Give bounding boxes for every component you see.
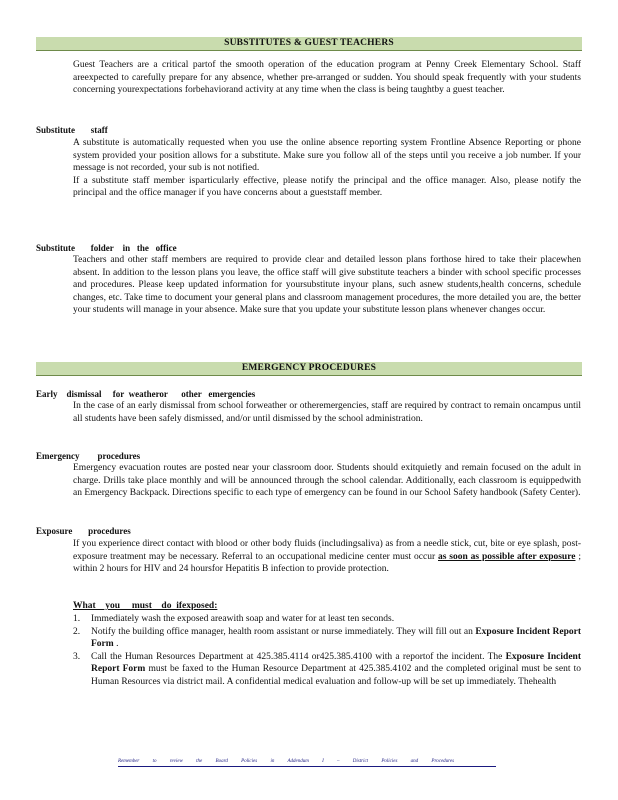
emergency-procedures-heading: Emergency procedures bbox=[36, 451, 141, 461]
step-number: 1. bbox=[73, 614, 81, 624]
step-text-end: . bbox=[113, 639, 119, 650]
substitute-folder-heading: Substitute folder in the office bbox=[36, 243, 177, 253]
substitute-staff-body bbox=[73, 137, 581, 200]
substitute-folder-p1: Teachers and other staff members are required to provide clear and detailed lesson plans forthose hired to take their placewhen absent. In addition to the lesson plans you leave, the office staff will give substitute teachers a binder with school specific processes and procedures. Please keep updated information for yoursubstitute inyour plans, such asnew students,health concerns, schedule changes, etc. Take time to document your general plans and classroom management procedures, the more detailed you are, the better your students will manage in your absence. Make sure that you update your substitute lesson plans whenever changes occur. bbox=[73, 255, 581, 316]
what-to-do-heading: What you must do ifexposed: bbox=[73, 601, 218, 611]
exposure-p1-after: ; within 2 hours for HIV and 24 hoursfor Hepatitis B infection to provide protection. bbox=[73, 551, 581, 575]
exposure-procedures-p1 bbox=[73, 538, 581, 576]
section-header-substitutes: SUBSTITUTES & GUEST TEACHERS bbox=[36, 37, 582, 51]
step-number: 2. bbox=[73, 626, 81, 637]
intro-text: Guest Teachers are a critical partof the smooth operation of the education program at Penny Creek Elementary School. Staff areexpected to carefully prepare for any absence, whether pre-arranged or sudden. You should speak frequently with your students concerning yourexpectations forbehaviorand activity at any time when the class is being taughtby a guest teacher. bbox=[73, 60, 581, 96]
step-form-name: Exposure Incident Report Form bbox=[91, 626, 581, 650]
step-text: Call the Human Resources Department at 425.385.4114 or425.385.4100 with a reportof the incident. The bbox=[91, 651, 506, 662]
exposure-p1-emphasis: as soon as possible after exposure bbox=[438, 551, 576, 562]
step-text-end: must be faxed to the Human Resource Department at 425.385.4102 and the completed original must be sent to Human Resources via district mail. A confidential medical evaluation and follow-up will be set up immediately. Thehealth bbox=[91, 664, 581, 687]
early-dismissal-body bbox=[73, 400, 581, 425]
section-header-emergency: EMERGENCY PROCEDURES bbox=[36, 362, 582, 376]
step-form-name: Exposure Incident Report Form bbox=[91, 651, 581, 675]
exposure-procedures-body bbox=[73, 538, 581, 576]
substitute-staff-p2: If a substitute staff member isparticularly effective, please notify the principal and the office manager. Also, please notify the principal and the office manager if you have concerns about a gueststaff member. bbox=[73, 175, 581, 199]
exposure-steps-list bbox=[73, 613, 581, 689]
exposure-p1-before: If you experience direct contact with blood or other body fluids (includingsaliva) as from a needle stick, cut, bite or eye splash, post-exposure treatment may be necessary. Referral to an occupational medicine center must occur bbox=[73, 539, 581, 562]
step-text: Immediately wash the exposed areawith soap and water for at least ten seconds. bbox=[91, 614, 395, 624]
early-dismissal-heading: Early dismissal for weatheror other emergencies bbox=[36, 389, 256, 399]
footer-reminder-link[interactable]: Remember to review the Board Policies in Addendum I – District Policies and Procedures bbox=[118, 758, 496, 767]
substitute-folder-body bbox=[73, 254, 581, 317]
exposure-procedures-heading: Exposure procedures bbox=[36, 526, 131, 536]
emergency-procedures-p1: Emergency evacuation routes are posted near your classroom door. Students should exitquietly and remain focused on the adult in charge. Drills take place monthly and will be announced through the school calendar. Additionally, each classroom is equippedwith an Emergency Backpack. Directions specific to each type of emergency can be found in our School Safety handbook (Safety Center). bbox=[73, 463, 581, 499]
list-item bbox=[73, 651, 581, 689]
emergency-procedures-body bbox=[73, 462, 581, 500]
step-text: Notify the building office manager, health room assistant or nurse immediately. They will fill out an bbox=[91, 626, 476, 637]
step-number: 3. bbox=[73, 651, 81, 662]
list-item bbox=[73, 626, 581, 651]
substitute-staff-heading: Substitute staff bbox=[36, 125, 108, 135]
early-dismissal-p1: In the case of an early dismissal from school forweather or otheremergencies, staff are required by contract to remain oncampus until all students have been safely dismissed, and/or until dismissed by the school administration. bbox=[73, 401, 581, 424]
list-item bbox=[73, 613, 581, 626]
intro-paragraph bbox=[73, 59, 581, 97]
substitute-staff-p1: A substitute is automatically requested when you use the online absence reporting system Frontline Absence Reporting or phone system provided your position allows for a substitute. Make sure you follow all of the steps until you receive a job number. If your message is not recorded, your sub is not notified. bbox=[73, 138, 581, 174]
